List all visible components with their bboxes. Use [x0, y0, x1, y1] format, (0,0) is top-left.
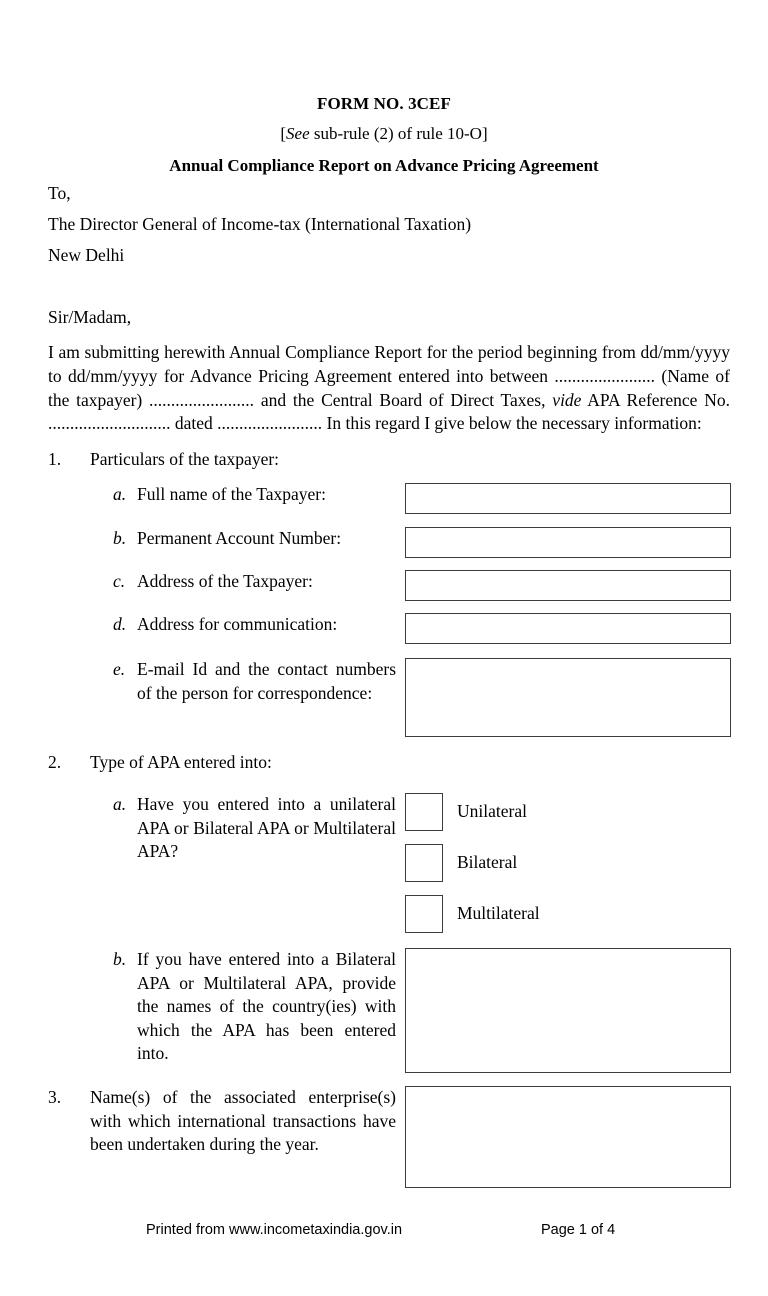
- item-1d-letter: d.: [113, 614, 127, 635]
- item-1d-label-column: [0, 613, 396, 637]
- item-1c-input[interactable]: [405, 570, 731, 601]
- item-3-input[interactable]: [405, 1086, 731, 1188]
- checkbox-unilateral-icon[interactable]: [405, 793, 443, 831]
- item-2b-label-column: [0, 948, 396, 1066]
- item-1e-letter: e.: [113, 659, 126, 680]
- body-paragraph: [48, 341, 730, 435]
- item-1e-label: E-mail Id and the contact numbers of the person for correspondence:: [137, 659, 396, 704]
- item-2b-label: If you have entered into a Bilateral APA or Multilateral APA, provide the names of the country(ies) with which the APA has been entered into.: [137, 949, 396, 1064]
- checkbox-unilateral-label: Unilateral: [457, 801, 527, 822]
- item-1d-input[interactable]: [405, 613, 731, 644]
- item-1a-label-column: [0, 483, 396, 507]
- item-2b-letter: b.: [113, 949, 127, 970]
- item-3-label: Name(s) of the associated enterprise(s) with which international transactions have been undertaken during the year.: [90, 1087, 396, 1155]
- checkbox-multilateral-icon[interactable]: [405, 895, 443, 933]
- item-1e-row: [0, 658, 768, 737]
- rule-reference-prefix: [: [280, 123, 287, 143]
- body-paragraph-part-1: I am submitting herewith Annual Compliance Report for the period beginning from dd/mm/yyyy to dd/mm/yyyy for Advance Pricing Agreement entered into between ....................... (Name of the taxpayer) ........................ and the Central Board of Direct Taxes,: [48, 342, 730, 410]
- item-1a-row: [0, 483, 768, 514]
- body-paragraph-part-2: APA Reference No. ............................ dated ........................ In this regard I give below the necessary information:: [48, 389, 730, 434]
- item-1a-input[interactable]: [405, 483, 731, 514]
- salutation: Sir/Madam,: [48, 307, 132, 328]
- addressee-line-2: New Delhi: [48, 245, 125, 266]
- footer-page-number: Page 1 of 4: [541, 1222, 616, 1238]
- item-2-number: 2.: [48, 752, 62, 773]
- item-1e-label-column: [0, 658, 396, 705]
- checkbox-bilateral-label: Bilateral: [457, 852, 518, 873]
- item-1b-label-column: [0, 527, 396, 551]
- item-1a-label: Full name of the Taxpayer:: [137, 484, 326, 505]
- item-1a-letter: a.: [113, 484, 127, 505]
- rule-reference-rest: sub-rule (2) of rule 10-O]: [309, 123, 488, 143]
- item-2b-row: [0, 948, 768, 1073]
- item-1c-letter: c.: [113, 571, 126, 592]
- item-1: [0, 448, 768, 472]
- item-3-number: 3.: [48, 1087, 62, 1108]
- item-1d-label: Address for communication:: [137, 614, 338, 635]
- item-3-row: [0, 1086, 768, 1188]
- item-1b-letter: b.: [113, 528, 127, 549]
- item-2: [0, 751, 768, 775]
- item-1b-row: [0, 527, 768, 558]
- item-2-heading: Type of APA entered into:: [90, 752, 272, 773]
- item-2a-label: Have you entered into a unilateral APA or Bilateral APA or Multilateral APA?: [137, 794, 396, 862]
- rule-reference-see: See: [286, 123, 310, 143]
- item-2b-input[interactable]: [405, 948, 731, 1073]
- checkbox-multilateral-label: Multilateral: [457, 903, 540, 924]
- title-block: [0, 0, 768, 178]
- item-2a-label-column: [0, 793, 396, 864]
- item-2a-letter: a.: [113, 794, 127, 815]
- addressee-to: To,: [48, 183, 71, 204]
- item-1d-row: [0, 613, 768, 644]
- item-1c-label-column: [0, 570, 396, 594]
- item-1b-label: Permanent Account Number:: [137, 528, 342, 549]
- item-2a-row: [0, 793, 768, 946]
- item-1-heading: Particulars of the taxpayer:: [90, 448, 280, 469]
- item-1e-input[interactable]: [405, 658, 731, 737]
- footer-source: Printed from www.incometaxindia.gov.in: [146, 1222, 403, 1238]
- item-1c-row: [0, 570, 768, 601]
- item-1c-label: Address of the Taxpayer:: [137, 571, 313, 592]
- item-3-label-column: [0, 1086, 396, 1157]
- checkbox-bilateral-icon[interactable]: [405, 844, 443, 882]
- apa-type-option-bilateral[interactable]: [405, 844, 731, 882]
- body-paragraph-vide: vide: [552, 389, 582, 410]
- apa-type-option-multilateral[interactable]: [405, 895, 731, 933]
- addressee-line-1: The Director General of Income-tax (International Taxation): [48, 214, 472, 235]
- item-1-number: 1.: [48, 448, 62, 469]
- form-number-title: FORM NO. 3CEF: [317, 94, 451, 113]
- document-title: Annual Compliance Report on Advance Pricing Agreement: [169, 155, 599, 175]
- apa-type-checkbox-group: [405, 793, 731, 946]
- rule-reference: [0, 121, 768, 147]
- item-1b-input[interactable]: [405, 527, 731, 558]
- spacer: [0, 271, 768, 302]
- apa-type-option-unilateral[interactable]: [405, 793, 731, 831]
